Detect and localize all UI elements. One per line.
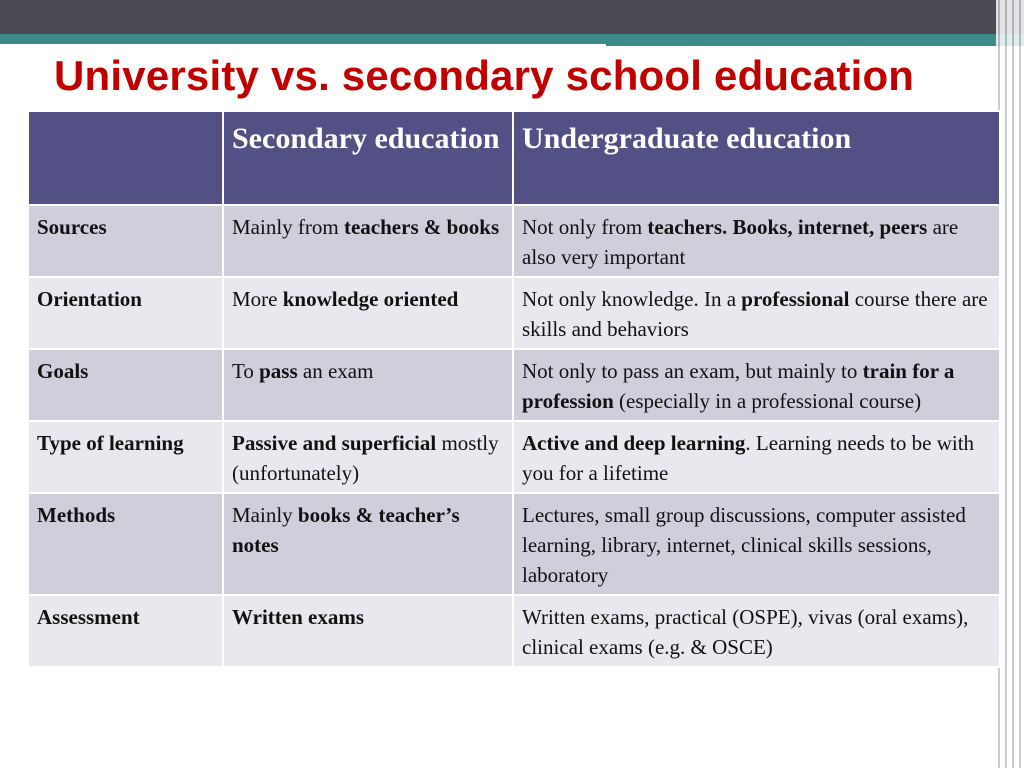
header-empty-cell bbox=[28, 111, 223, 205]
slide-title: University vs. secondary school education bbox=[54, 52, 915, 99]
bold-text: Passive and superficial bbox=[232, 431, 437, 455]
undergraduate-cell bbox=[513, 421, 1000, 493]
text: Written exams, practical (OSPE), vivas (oral exams), clinical exams (e.g. & OSCE) bbox=[522, 605, 969, 659]
undergraduate-cell bbox=[513, 595, 1000, 667]
text: mostly (unfortunately) bbox=[232, 431, 499, 485]
bold-text: books & teacher’s notes bbox=[232, 503, 460, 557]
table-row bbox=[28, 349, 1000, 421]
text: To bbox=[232, 359, 260, 383]
bold-text: knowledge oriented bbox=[282, 287, 459, 311]
text: course there are skills and behaviors bbox=[522, 287, 988, 341]
secondary-cell bbox=[223, 493, 513, 595]
text: Not only knowledge. In a bbox=[522, 287, 742, 311]
bold-text: teachers. Books, internet, peers bbox=[647, 215, 928, 239]
bold-text: professional bbox=[741, 287, 850, 311]
text: Mainly from bbox=[232, 215, 344, 239]
top-decor-bar bbox=[0, 0, 1024, 34]
secondary-cell bbox=[223, 349, 513, 421]
text: . Learning needs to be with you for a lifetime bbox=[522, 431, 975, 485]
row-label: Sources bbox=[28, 205, 223, 277]
text: Not only to pass an exam, but mainly to bbox=[522, 359, 863, 383]
secondary-cell bbox=[223, 277, 513, 349]
text: Not only from bbox=[522, 215, 648, 239]
text: (especially in a professional course) bbox=[613, 389, 922, 413]
row-label: Methods bbox=[28, 493, 223, 595]
secondary-cell bbox=[223, 595, 513, 667]
header-secondary: Secondary education bbox=[223, 111, 513, 205]
bold-text: pass bbox=[259, 359, 298, 383]
undergraduate-cell bbox=[513, 493, 1000, 595]
undergraduate-cell bbox=[513, 277, 1000, 349]
decor-line bbox=[0, 44, 606, 47]
bold-text: Active and deep learning bbox=[522, 431, 746, 455]
row-label: Type of learning bbox=[28, 421, 223, 493]
row-label: Goals bbox=[28, 349, 223, 421]
table-body bbox=[28, 205, 1000, 667]
text: Mainly bbox=[232, 503, 298, 527]
table-row bbox=[28, 421, 1000, 493]
row-label: Assessment bbox=[28, 595, 223, 667]
text: More bbox=[232, 287, 283, 311]
bold-text: teachers & books bbox=[343, 215, 500, 239]
bold-text: Written exams bbox=[232, 605, 364, 629]
comparison-table bbox=[27, 110, 1001, 668]
table-row bbox=[28, 205, 1000, 277]
secondary-cell bbox=[223, 205, 513, 277]
text: an exam bbox=[297, 359, 374, 383]
undergraduate-cell bbox=[513, 205, 1000, 277]
bold-text: train for a profession bbox=[522, 359, 955, 413]
row-label: Orientation bbox=[28, 277, 223, 349]
table-header-row bbox=[28, 111, 1000, 205]
secondary-cell bbox=[223, 421, 513, 493]
table-row bbox=[28, 493, 1000, 595]
header-undergraduate: Undergraduate education bbox=[513, 111, 1000, 205]
table-row bbox=[28, 277, 1000, 349]
undergraduate-cell bbox=[513, 349, 1000, 421]
table-row bbox=[28, 595, 1000, 667]
text: Lectures, small group discussions, computer assisted learning, library, internet, clinical skills sessions, laboratory bbox=[522, 503, 966, 587]
text: are also very important bbox=[522, 215, 959, 269]
